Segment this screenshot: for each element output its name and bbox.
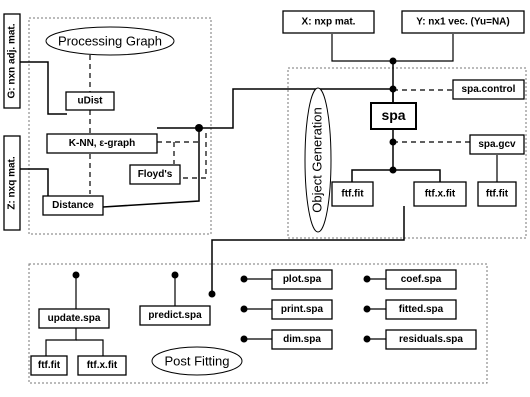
svg-text:Z: nxq mat.: Z: nxq mat. xyxy=(6,156,18,210)
dim-spa-dot xyxy=(241,336,248,343)
plot-spa-node xyxy=(272,270,332,289)
spa-output-dot xyxy=(390,139,397,146)
print-spa-dot xyxy=(241,306,248,313)
update-spa-dot xyxy=(73,272,80,279)
floyds-node xyxy=(130,165,180,184)
predict-spa-dot xyxy=(172,272,179,279)
fitted-spa-node xyxy=(386,300,456,319)
svg-text:spa.gcv: spa.gcv xyxy=(478,139,516,151)
dim-spa-node xyxy=(272,330,332,349)
svg-text:ftf.x.fit: ftf.x.fit xyxy=(86,360,118,372)
residuals-spa-dot xyxy=(364,336,371,343)
svg-text:predict.spa: predict.spa xyxy=(148,310,202,322)
svg-text:Processing Graph: Processing Graph xyxy=(57,33,163,49)
svg-text:ftf.x.fit: ftf.x.fit xyxy=(424,188,456,200)
print-spa-node xyxy=(272,300,332,319)
svg-text:uDist: uDist xyxy=(77,95,103,107)
update-ftf-fit-node xyxy=(31,356,67,375)
residuals-spa-node xyxy=(386,330,476,349)
ftf-fit-node xyxy=(332,182,373,206)
svg-text:ftf.fit: ftf.fit xyxy=(485,188,509,200)
svg-text:Distance: Distance xyxy=(52,200,94,212)
svg-text:G: nxn adj. mat.: G: nxn adj. mat. xyxy=(6,23,18,99)
plot-spa-dot xyxy=(241,276,248,283)
svg-text:Y: nx1 vec. (Yu=NA): Y: nx1 vec. (Yu=NA) xyxy=(416,16,510,28)
predict-input-dot xyxy=(209,291,216,298)
spa-node xyxy=(371,103,416,129)
svg-text:plot.spa: plot.spa xyxy=(282,274,322,286)
svg-text:spa: spa xyxy=(381,107,406,124)
processing-output-dot xyxy=(195,124,203,132)
coef-spa-node xyxy=(386,270,456,289)
coef-spa-dot xyxy=(364,276,371,283)
spa-fit-junction-dot xyxy=(390,167,397,174)
svg-text:ftf.fit: ftf.fit xyxy=(341,188,364,200)
svg-text:Object Generation: Object Generation xyxy=(309,107,325,213)
update-spa-node xyxy=(39,309,109,328)
y-vector-input xyxy=(402,11,524,33)
processing-graph-title xyxy=(46,27,174,55)
knn-graph-node xyxy=(47,134,157,153)
svg-text:fitted.spa: fitted.spa xyxy=(398,304,444,316)
svg-text:X: nxp mat.: X: nxp mat. xyxy=(301,16,356,28)
g-adjacency-matrix-input xyxy=(4,14,20,108)
svg-text:ftf.fit: ftf.fit xyxy=(37,360,61,372)
distance-node xyxy=(43,196,103,215)
svg-text:residuals.spa: residuals.spa xyxy=(399,334,463,346)
svg-text:Post Fitting: Post Fitting xyxy=(164,353,230,369)
svg-text:spa.control: spa.control xyxy=(461,84,516,96)
svg-text:print.spa: print.spa xyxy=(280,304,324,316)
spa-gcv-node xyxy=(470,135,524,154)
spa-bus-dot xyxy=(390,86,397,93)
svg-text:dim.spa: dim.spa xyxy=(283,334,321,346)
predict-spa-node xyxy=(140,306,210,325)
udist-node xyxy=(66,92,114,110)
svg-text:coef.spa: coef.spa xyxy=(400,274,442,286)
update-ftf-x-fit-node xyxy=(78,356,126,375)
post-fitting-title xyxy=(152,347,242,375)
gcv-ftf-fit-node xyxy=(478,182,516,206)
fitted-spa-dot xyxy=(364,306,371,313)
svg-text:K-NN, ε-graph: K-NN, ε-graph xyxy=(68,138,136,150)
svg-text:Floyd's: Floyd's xyxy=(137,169,173,181)
object-generation-title xyxy=(305,88,331,232)
svg-text:update.spa: update.spa xyxy=(47,313,101,325)
z-matrix-input xyxy=(4,136,20,230)
x-matrix-input xyxy=(283,11,374,33)
ftf-x-fit-node xyxy=(414,182,466,206)
xy-junction-dot xyxy=(390,58,397,65)
spa-control-node xyxy=(453,80,524,99)
